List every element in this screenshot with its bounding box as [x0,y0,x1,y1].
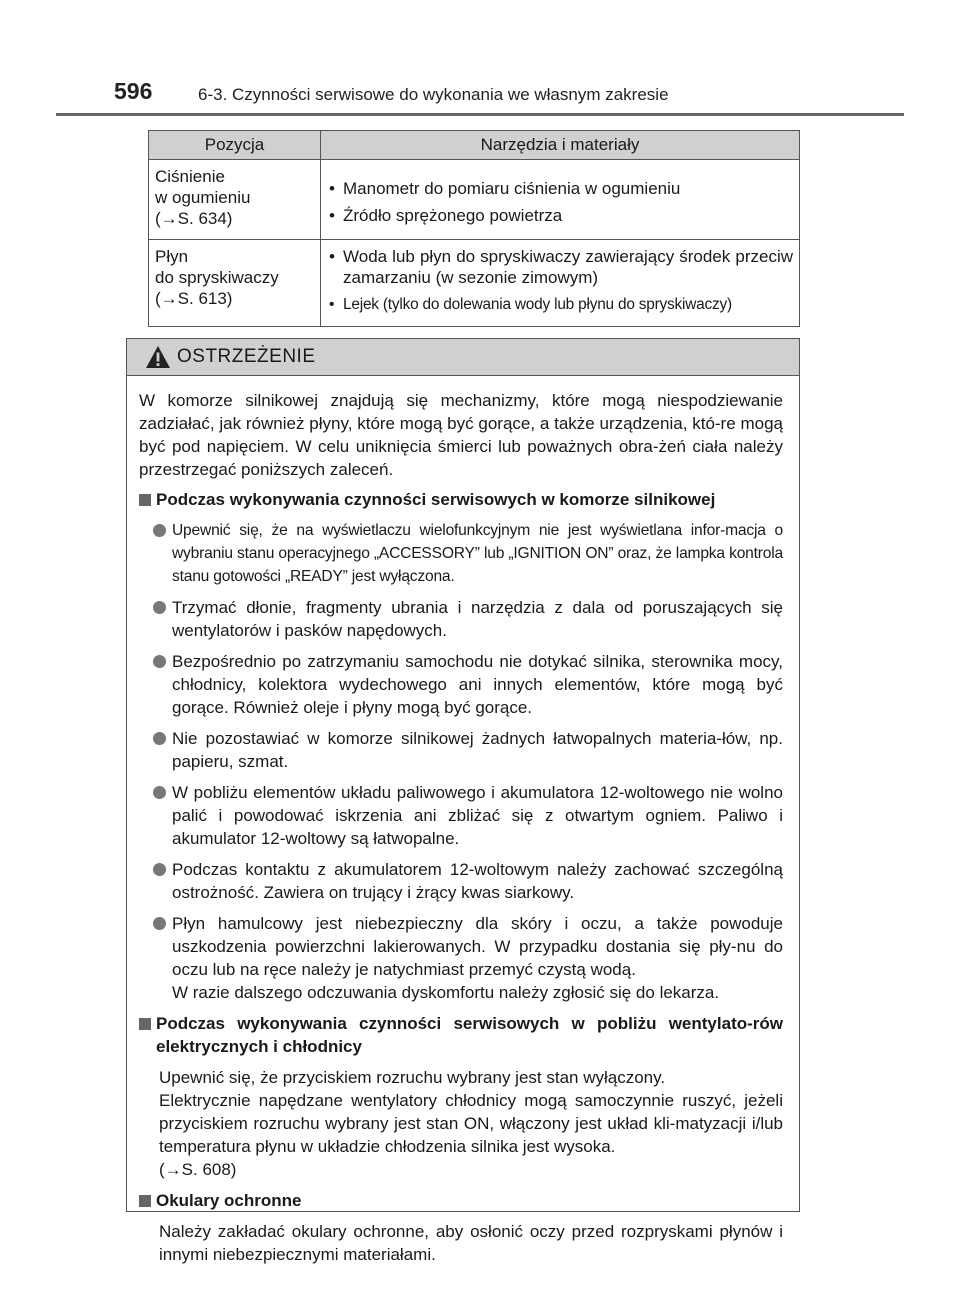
chapter-title: 6-3. Czynności serwisowe do wykonania we własnym zakresie [198,85,669,104]
warning-triangle-icon [145,345,171,369]
column-header-position: Pozycja [149,131,321,160]
circle-bullet-icon [153,601,166,614]
list-item-text: W pobliżu elementów układu paliwowego i akumulatora 12-woltowego nie wolno palić i powodować iskrzenia ani zbliżać się z otwartym ogniem. Paliwo i akumulator 12-woltowy są łatwopalne. [172,783,783,848]
warning-title: OSTRZEŻENIE [177,346,316,367]
list-item [139,727,783,773]
warning-body [127,376,799,1266]
section-heading [139,1012,783,1058]
column-header-tools: Narzędzia i materiały [321,131,800,160]
section-heading-text: Okulary ochronne [156,1191,302,1210]
section-heading-text: Podczas wykonywania czynności serwisowych w pobliżu wentylato-rów elektrycznych i chłodnicy [156,1014,783,1056]
list-item [139,596,783,642]
warning-header [127,339,799,376]
list-item [139,781,783,850]
section-heading [139,1189,783,1212]
list-item-text: Upewnić się, że na wyświetlaczu wielofunkcyjnym nie jest wyświetlana infor-macja o wybraniu stanu operacyjnego „ACCESSORY” lub „IGNITION ON” oraz, że lampka kontrola stanu gotowości „READY” jest wyłączona. [172,522,783,585]
list-item [139,650,783,719]
list-item-text: Płyn hamulcowy jest niebezpieczny dla skóry i oczu, a także powoduje uszkodzenia powierzchni lakierowanych. W przypadku dostania się pły-nu do oczu lub na ręce należy je natychmiast przemyć czystą wodą. W razie dalszego odczuwania dyskomfortu należy zgłosić się do lekarza. [172,914,783,1002]
circle-bullet-icon [153,917,166,930]
list-item-text: Trzymać dłonie, fragmenty ubrania i narzędzia z dala od poruszających się wentylatorów i pasków napędowych. [172,598,783,640]
header-divider [56,113,904,116]
table-cell-tools [321,240,800,327]
circle-bullet-icon [153,732,166,745]
tool-item: • Manometr do pomiaru ciśnienia w ogumieniu [327,178,793,199]
table-row [149,160,800,240]
section-heading [139,488,783,511]
list-item [139,519,783,588]
table-cell-position [149,240,321,327]
tool-item: • Źródło sprężonego powietrza [327,205,793,226]
square-bullet-icon [139,1195,151,1207]
list-item-text: Podczas kontaktu z akumulatorem 12-woltowym należy zachować szczególną ostrożność. Zawiera on trujący i żrący kwas siarkowy. [172,860,783,902]
section-text: Należy zakładać okulary ochronne, aby osłonić oczy przed rozpryskami płynów i innymi niebezpiecznymi materiałami. [159,1222,783,1264]
table-cell-tools [321,160,800,240]
square-bullet-icon [139,494,151,506]
warning-box [126,338,800,1264]
list-item [139,912,783,1004]
table-cell-position [149,160,321,240]
list-item-text: Nie pozostawiać w komorze silnikowej żadnych łatwopalnych materia-łów, np. papieru, szmat. [172,729,783,771]
page-header [0,78,960,114]
section-heading-text: Podczas wykonywania czynności serwisowych w komorze silnikowej [156,490,716,509]
tools-table [148,130,800,327]
list-item [139,858,783,904]
square-bullet-icon [139,1018,151,1030]
tool-item: • Woda lub płyn do spryskiwaczy zawierający środek przeciw zamarzaniu (w sezonie zimowym) [327,246,793,288]
circle-bullet-icon [153,786,166,799]
page-number: 596 [114,78,153,104]
circle-bullet-icon [153,655,166,668]
list-item-text: Bezpośrednio po zatrzymaniu samochodu nie dotykać silnika, sterownika mocy, chłodnicy, kolektora wydechowego ani innych elementów, które mogą być gorące. Również oleje i płyny mogą być gorące. [172,652,783,717]
table-row [149,240,800,327]
circle-bullet-icon [153,863,166,876]
section-text: Upewnić się, że przyciskiem rozruchu wybrany jest stan wyłączony. Elektrycznie napędzane wentylatory chłodnicy mogą samoczynnie ruszyć, jeżeli przyciskiem rozruchu wybrany jest stan ON, włączony jest układ kli-matyzacji i/lub temperatura płynu w układzie chłodzenia silnika jest wysoka. (→S. 608) [159,1068,783,1179]
circle-bullet-icon [153,524,166,537]
position-text: Płyn do spryskiwaczy (→S. 613) [155,247,279,308]
table-header-row [149,131,800,160]
position-text: Ciśnienie w ogumieniu (→S. 634) [155,167,251,228]
warning-intro: W komorze silnikowej znajdują się mechanizmy, które mogą niespodziewanie zadziałać, jak również płyny, które mogą być gorące, a także urządzenia, któ-re mogą być pod napięciem. W celu uniknięcia śmierci lub poważnych obra-żeń ciała należy przestrzegać poniższych zaleceń. [139,391,783,479]
tool-item: • Lejek (tylko do dolewania wody lub płynu do spryskiwaczy) [327,294,793,315]
